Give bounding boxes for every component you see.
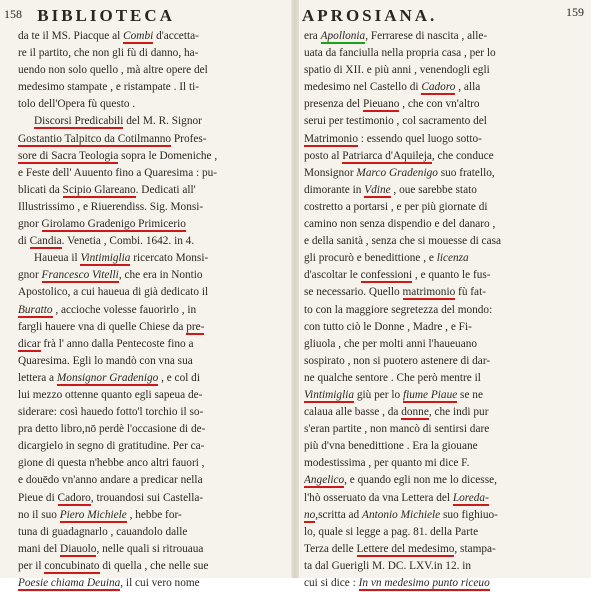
text-run: da te il MS. Piacque al (18, 30, 124, 42)
text-run: . Venetia , Combi. 1642. in 4. (61, 235, 195, 248)
text-run: , Ferrarese di nascita , alle- (365, 30, 488, 42)
text-line (304, 28, 586, 45)
text-run: con tutto ciò le Donne , Madre , e Fi- (304, 320, 472, 333)
text-run: serui per testimonio , col sacramento del (304, 115, 487, 128)
text-line (304, 182, 586, 199)
underlined-phrase: Loreda- (452, 491, 489, 504)
text-line (304, 370, 586, 387)
text-line (18, 370, 290, 387)
text-run: Quaresima. Egli lo mandò con vna sua (18, 354, 193, 367)
text-run: fù fat- (455, 286, 486, 299)
text-run: , che era in Nontio (118, 269, 203, 282)
text-run: , che con vn'altro (399, 98, 480, 111)
text-run: tuna di guadagnarlo , cauandolo dalle (18, 525, 188, 538)
underlined-phrase: Girolamo Gradenigo (41, 218, 136, 231)
underlined-phrase: Cadoro (421, 81, 456, 94)
text-line (18, 165, 290, 182)
text-line (304, 62, 586, 79)
text-run: blicati da (18, 183, 63, 196)
text-run: re il partito, che non gli fù di danno, ha- (18, 47, 199, 60)
text-run: , e col di (158, 371, 200, 384)
text-run: , che indi pur (428, 406, 489, 419)
text-line (18, 62, 290, 79)
underlined-phrase: donne (401, 406, 429, 419)
text-run: uendo non solo quello , mà altre opere del (18, 64, 208, 77)
text-run: fargli hauere vna di quelle Chiese da (18, 320, 187, 333)
left-page-header (4, 6, 288, 28)
text-run: Marco Gradenigo (356, 166, 438, 179)
text-line (304, 490, 586, 507)
text-run: se necessario. Quello (304, 286, 403, 299)
underlined-phrase: Patriarca d'Aquileja (342, 149, 432, 162)
text-line (18, 455, 290, 472)
text-line (18, 233, 290, 250)
underlined-phrase: Angelico (304, 474, 345, 487)
text-line (18, 421, 290, 438)
text-run: . Dedicati all' (135, 183, 196, 196)
underlined-phrase: fiume Piaue (402, 388, 458, 401)
text-line (304, 387, 586, 404)
text-run: dicargielo in segno di gratitudine. Per ca- (18, 440, 205, 453)
text-run: gnor (18, 269, 42, 282)
text-line (18, 96, 290, 113)
text-run: e Feste dell' Auuento fino a Quaresima : pu- (18, 166, 218, 179)
underlined-phrase: Matrimonio (304, 132, 358, 145)
underlined-phrase: Discorsi Predicabili (34, 115, 124, 128)
text-run: tolo dell'Opera fù questo . (18, 98, 136, 111)
text-run: Haueua il (34, 252, 81, 265)
text-run: , oue sarebbe stato (390, 183, 477, 196)
text-run: , alla (455, 81, 481, 94)
text-run: , hebbe for- (126, 508, 182, 521)
text-line (304, 336, 586, 353)
text-line (304, 131, 586, 148)
text-run: ta dal Guerigli M. DC. LXV.in 12. in (304, 559, 472, 572)
text-line (304, 199, 586, 216)
text-run: sospirato , non si puotero astenere di dar- (304, 354, 491, 367)
text-run: modestissima , per quanto mi dice F. (304, 457, 470, 470)
text-run: Illustrissimo , e Riuerendiss. Sig. Monsi- (18, 200, 204, 213)
underlined-phrase: da Cotilmanno (101, 132, 172, 145)
left-page-text (18, 28, 290, 592)
text-line (304, 558, 586, 575)
text-line (304, 148, 586, 165)
text-run: s'eran partite , non mancò di sentirsi dare (304, 423, 490, 436)
text-run: suo fighiuo- (440, 508, 498, 521)
text-run: cui si dice : (304, 577, 359, 589)
underlined-phrase: dicar (18, 337, 41, 350)
text-line (18, 113, 290, 130)
text-run: spatio di XII. e più anni , venendogli egli (304, 64, 490, 77)
right-running-title: APROSIANA. (302, 6, 438, 25)
underlined-phrase: Combi (123, 30, 154, 42)
underlined-phrase: no (304, 508, 316, 521)
text-line (18, 250, 290, 267)
text-run: Monsignor (304, 166, 357, 179)
underlined-phrase: concubinato (44, 559, 100, 572)
underlined-phrase: Cadoro (57, 491, 91, 504)
text-run: medesimo stampate , e ristampate . Il ti- (18, 81, 200, 94)
text-run: ricercato Monsi- (130, 252, 209, 265)
text-line (304, 45, 586, 62)
text-run: l'hò osseruato da vna Lettera del (304, 491, 453, 504)
text-line (304, 524, 586, 541)
text-line (18, 267, 290, 284)
text-line (304, 421, 586, 438)
text-line (18, 45, 290, 62)
text-line (18, 131, 290, 148)
underlined-phrase: Monsignor Gradenigo (56, 371, 159, 384)
text-line (304, 216, 586, 233)
text-run: calaua alle basse , da (304, 406, 402, 419)
book-gutter (291, 0, 299, 578)
text-line (304, 233, 586, 250)
text-line (18, 284, 290, 301)
underlined-phrase: Lettere del medesimo (356, 542, 455, 555)
text-line (18, 302, 290, 319)
underlined-phrase: Primicerio (135, 218, 186, 231)
text-line (18, 79, 290, 96)
text-run: Profes- (171, 132, 207, 145)
text-line (304, 353, 586, 370)
text-run: mani del (18, 542, 61, 555)
right-page-header (302, 6, 588, 28)
text-line (18, 336, 290, 353)
text-run: , e quanto le fus- (412, 269, 491, 282)
text-line (304, 79, 586, 96)
text-run: Terza delle (304, 542, 357, 555)
text-run: lui mezzo ottenne quanto egli sapeua de- (18, 388, 203, 401)
left-page-number: 158 (4, 7, 22, 21)
text-run: , il cui vero nome (120, 577, 200, 589)
underlined-phrase: matrimonio (402, 286, 456, 299)
text-line (304, 541, 586, 558)
right-page-text (304, 28, 586, 592)
text-line (304, 404, 586, 421)
text-run: suo fratello, (437, 166, 495, 179)
text-line (18, 507, 290, 524)
underlined-phrase: Francesco Vitelli (41, 269, 119, 282)
underlined-phrase: Vintimiglia (304, 388, 354, 401)
left-running-title: BIBLIOTECA (37, 6, 175, 25)
text-line (18, 490, 290, 507)
text-run: uata da fanciulla nella propria casa , per lo (304, 47, 496, 60)
text-run: gione di questa n'hebbe anco altri fauori , (18, 457, 205, 470)
text-line (304, 165, 586, 182)
underlined-phrase: Candia (29, 235, 62, 248)
text-run: d'accetta- (153, 30, 199, 42)
text-run: , che conduce (431, 149, 494, 162)
text-run: e della sanità , senza che si mouesse di casa (304, 235, 501, 248)
text-run: lo, quale si legge a pag. 81. della Parte (304, 525, 479, 538)
text-line (304, 438, 586, 455)
text-run: siderare: così hauedo fotto'l torchio il so- (18, 406, 204, 419)
text-line (18, 148, 290, 165)
text-run: d'ascoltar le (304, 269, 361, 282)
text-line (304, 302, 586, 319)
text-line (304, 319, 586, 336)
text-run: e douēdo vn'anno andare a predicar nella (18, 474, 203, 487)
text-run: di (18, 235, 30, 248)
underlined-phrase: Scipio Glareano (62, 183, 136, 196)
underlined-phrase: Vdine (364, 183, 391, 196)
text-run: frà l' anno dalla Pentecoste fino a (40, 337, 194, 350)
text-run: Apostolico, a cui haueua di già dedicato il (18, 286, 209, 299)
text-run: camino non senza dispendio e del danaro , (304, 218, 496, 231)
underlined-phrase: sore (18, 149, 40, 162)
text-run: , nelle quali si ritrouaua (96, 542, 204, 555)
text-line (304, 96, 586, 113)
text-run: era (304, 30, 321, 42)
text-run: per il (18, 559, 45, 572)
underlined-phrase: Pieuano (362, 98, 400, 111)
underlined-phrase: confessioni (360, 269, 413, 282)
text-line (304, 455, 586, 472)
underlined-phrase: Poesie chiama Deuina (18, 577, 121, 589)
underlined-phrase: Piero Michiele (59, 508, 127, 521)
text-run: presenza del (304, 98, 363, 111)
text-line (18, 438, 290, 455)
text-run: ,scritta ad (315, 508, 363, 521)
text-run: di quella , che nelle sue (99, 559, 209, 572)
text-run: gliuola , che per molti anni l'haueuano (304, 337, 478, 350)
text-run: posto al (304, 149, 343, 162)
text-line (304, 507, 586, 524)
text-line (304, 472, 586, 489)
text-run: sopra le Domeniche , (118, 149, 218, 162)
text-run: pra detto libro,nō perdè l'occasione di de- (18, 423, 206, 436)
text-line (18, 182, 290, 199)
text-run: Antonio Michiele (362, 508, 441, 521)
text-line (18, 353, 290, 370)
text-run: più d'vna benedittione . Era la giouane (304, 440, 478, 453)
text-run: licenza (436, 252, 469, 265)
text-run: ne qualche sentore . Che però mentre il (304, 371, 481, 384)
text-line (18, 387, 290, 404)
text-line (18, 558, 290, 575)
text-run: , accioche volesse fauorirlo , in (52, 303, 197, 316)
underlined-phrase: di Sacra Teologia (39, 149, 119, 162)
text-run: costretto a portarsi , e per più giornate di (304, 200, 488, 213)
text-line (304, 267, 586, 284)
text-line (18, 524, 290, 541)
text-run: gli procurò e benedittione , e (304, 252, 437, 265)
text-run: giù per lo (354, 388, 403, 401)
text-run: no il suo (18, 508, 60, 521)
underlined-phrase: pre- (186, 320, 205, 333)
text-run: , stampa- (454, 542, 496, 555)
text-run: lettera a (18, 371, 57, 384)
underlined-phrase: Gostantio Talpitco (18, 132, 102, 145)
underlined-phrase: Vintimiglia (80, 252, 131, 265)
text-run: to con la maggiore segretezza del mondo: (304, 303, 493, 316)
underlined-phrase: Diauolo (60, 542, 97, 555)
text-run: , trouandosi sui Castella- (90, 491, 204, 504)
text-run: Pieue di (18, 491, 58, 504)
text-run: dimorante in (304, 183, 365, 196)
text-line (18, 28, 290, 45)
underlined-phrase: Buratto (18, 303, 53, 316)
text-line (18, 472, 290, 489)
text-run: se ne (457, 388, 483, 401)
text-line (18, 319, 290, 336)
text-line (18, 541, 290, 558)
text-run: , e quando egli non me lo dicesse, (344, 474, 497, 487)
text-run: gnor (18, 218, 42, 231)
text-line (18, 199, 290, 216)
text-run: : essendo quel luogo sotto- (357, 132, 482, 145)
text-line (304, 113, 586, 130)
text-run: del M. R. Signor (123, 115, 202, 128)
text-line (304, 250, 586, 267)
text-run: medesimo nel Castello di (304, 81, 422, 94)
text-line (304, 284, 586, 301)
right-page-number: 159 (566, 5, 584, 19)
text-line (18, 216, 290, 233)
underlined-phrase: Apollonia (320, 30, 366, 42)
underlined-phrase: In vn medesimo punto riceuo (358, 577, 490, 589)
text-line (18, 404, 290, 421)
